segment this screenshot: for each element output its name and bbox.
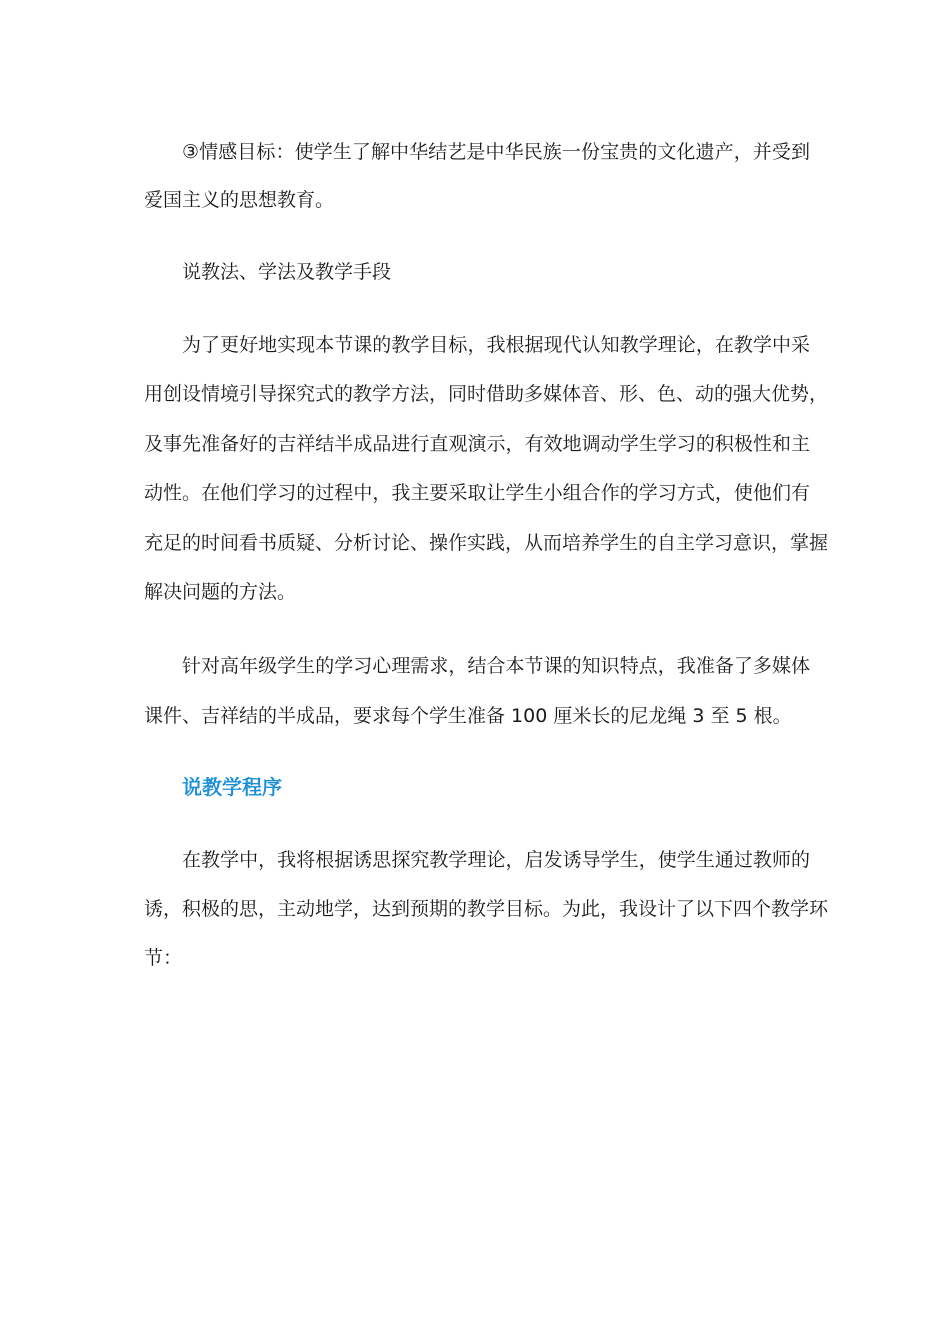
paragraph-line: 充足的时间看书质疑、分析讨论、操作实践，从而培养学生的自主学习意识，掌握 — [144, 532, 829, 554]
paragraph-line: 课件、吉祥结的半成品，要求每个学生准备 100 厘米长的尼龙绳 3 至 5 根。 — [144, 705, 792, 727]
paragraph-line: 动性。在他们学习的过程中，我主要采取让学生小组合作的学习方式，使他们有 — [144, 482, 810, 504]
paragraph-line: ③情感目标：使学生了解中华结艺是中华民族一份宝贵的文化遗产，并受到 — [182, 141, 810, 163]
paragraph-line: 针对高年级学生的学习心理需求，结合本节课的知识特点，我准备了多媒体 — [182, 655, 810, 677]
paragraph-line: 爱国主义的思想教育。 — [144, 189, 335, 211]
paragraph-line: 在教学中，我将根据诱思探究教学理论，启发诱导学生，使学生通过教师的 — [182, 849, 810, 871]
paragraph-line: 解决问题的方法。 — [144, 581, 297, 603]
paragraph-line: 用创设情境引导探究式的教学方法，同时借助多媒体音、形、色、动的强大优势， — [144, 383, 829, 405]
paragraph-line: 及事先准备好的吉祥结半成品进行直观演示，有效地调动学生学习的积极性和主 — [144, 433, 810, 455]
paragraph-line: 为了更好地实现本节课的教学目标，我根据现代认知教学理论，在教学中采 — [182, 334, 810, 356]
section-heading: 说教学程序 — [182, 775, 282, 799]
paragraph-line: 节： — [144, 947, 183, 969]
paragraph-line: 诱，积极的思，主动地学，达到预期的教学目标。为此，我设计了以下四个教学环 — [144, 898, 829, 920]
paragraph-line: 说教法、学法及教学手段 — [182, 261, 392, 283]
